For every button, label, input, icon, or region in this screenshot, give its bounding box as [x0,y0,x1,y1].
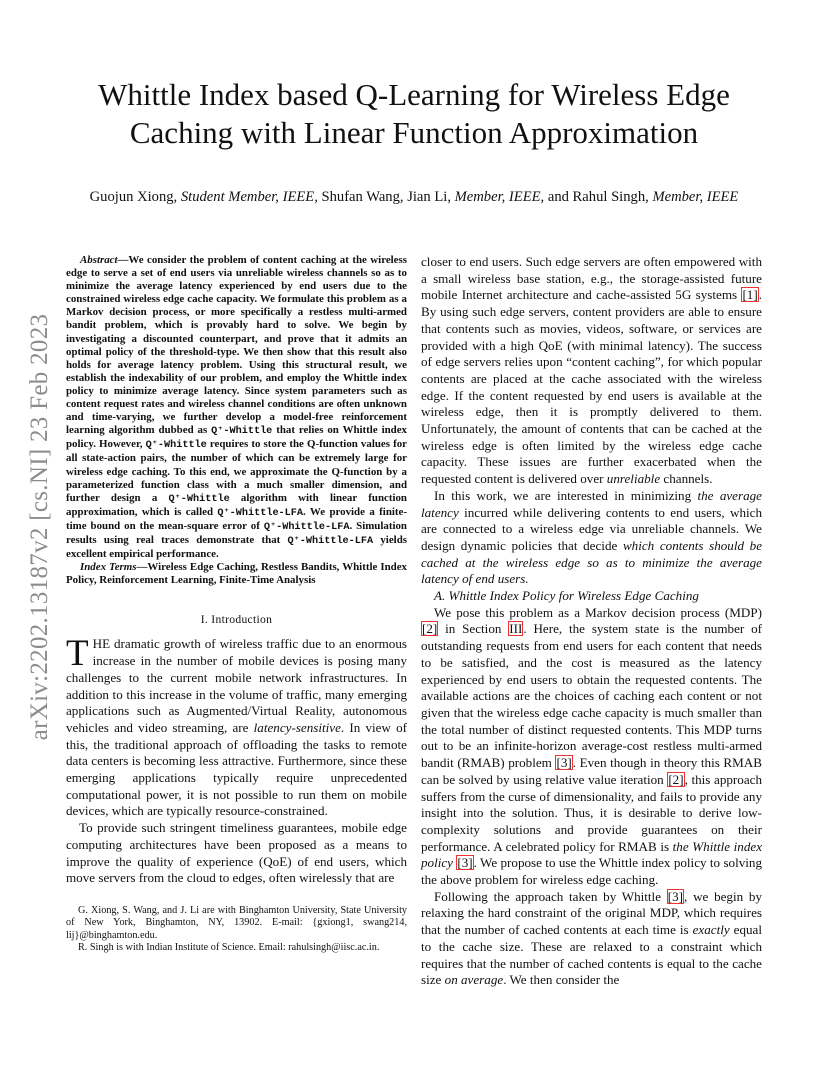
citation-link[interactable]: [3] [457,855,473,871]
abstract: Abstract—We consider the problem of content caching at the wireless edge to serve a set of end users via unreliable wireless channels so as to minimize the average latency experienced by end users due to the constrained wireless edge cache capacity. We formulate this problem as a Markov decision process, or more specifically a restless multi-armed bandit problem, which is provably hard to solve. We begin by investigating a discounted counterpart, and prove that it admits an optimal policy of the threshold-type. We then show that this result also holds for average latency problem. Using this structural result, we establish the indexability of our problem, and employ the Whittle index policy to minimize average latency. Since system parameters such as content request rates and wireless channel conditions are often unknown and time-varying, we further develop a model-free reinforcement learning algorithm dubbed as Q⁺-Whittle that relies on Whittle index policy. However, Q⁺-Whittle requires to store the Q-function values for all state-action pairs, the number of which can be extremely large for wireless edge caching. To this end, we approximate the Q-function by a parameterized function class with a much smaller dimension, and further design a Q⁺-Whittle algorithm with linear function approximation, which is called Q⁺-Whittle-LFA. We provide a finite-time bound on the mean-square error of Q⁺-Whittle-LFA. Simulation results using real traces demonstrate that Q⁺-Whittle-LFA yields excellent empirical performance. [66,254,407,561]
code-q-whittle-lfa: Q⁺-Whittle-LFA [217,507,304,519]
intro-paragraph-1: THE dramatic growth of wireless traffic due to an enormous increase in the number of mobile devices is posing many challenges to the current mobile network infrastructures. In addition to this increase in the volume of traffic, many emerging applications such as Augmented/Virtual Reality, autonomous vehicles and video streaming, are latency-sensitive. In view of this, the traditional approach of offloading the tasks to remote data centers is becoming less attractive. Furthermore, since these emerging applications typically require unprecedented computational power, it is not possible to run them on mobile devices, which are typically resource-constrained. [66,633,407,819]
citation-link[interactable]: [3] [556,755,572,771]
author-2-3: Shufan Wang, Jian Li, [317,189,455,205]
author-1: Guojun Xiong, [89,189,181,205]
footnote-affiliation-2: R. Singh is with Indian Institute of Science. Email: rahulsingh@iisc.ac.in. [78,941,380,953]
author-4-role: Member, IEEE [652,189,739,205]
code-q-whittle-lfa: Q⁺-Whittle-LFA [287,535,374,547]
code-q-whittle: Q⁺-Whittle [168,493,230,505]
abstract-label: Abstract [80,254,118,266]
right-column [421,254,762,989]
author-list [40,189,788,206]
citation-link[interactable]: [2] [668,771,684,787]
title-line-1: Whittle Index based Q-Learning for Wireless Edge [98,77,730,112]
paper-title [60,76,768,152]
author-2-3-role: Member, IEEE, [454,189,545,205]
index-terms: Index Terms—Wireless Edge Caching, Restless Bandits, Whittle Index Policy, Reinforcement Learning, Finite-Time Analysis [66,561,407,587]
author-4: and Rahul Singh, [544,189,653,205]
body-paragraph-2: In this work, we are interested in minimizing the average latency incurred while delivering contents to end users, which are connected to a wireless edge via unreliable channels. We design dynamic policies that decide which contents should be cached at the wireless edge so as to minimize the average latency of end users. [421,487,763,587]
code-q-whittle: Q⁺-Whittle [211,426,273,438]
index-terms-label: Index Terms [80,561,137,574]
citation-link[interactable]: [3] [667,888,684,904]
left-column [66,254,407,954]
drop-cap: T [66,633,89,675]
body-paragraph-1: closer to end users. Such edge servers are often empowered with a small wireless base station, e.g., the storage-assisted future mobile Internet architecture and cache-assisted 5G systems [1]. By using such edge servers, content providers are able to ensure that contents such as movies, videos, software, or services are provided with a high QoE (with minimal latency). The success of edge servers relies upon “content caching”, for which popular contents are placed at the cache associated with the wireless edge. If the content requested by end users is available at the wireless edge, then it is promptly delivered to them. Unfortunately, the amount of contents that can be cached at the wireless edge is often limited by the wireless edge cache capacity. These issues are further exacerbated when the requested content is delivered over unreliable channels. [421,254,762,487]
arxiv-sidebar [20,292,60,762]
body-paragraph-3: We pose this problem as a Markov decision process (MDP) [2] in Section III. Here, the system state is the number of outstanding requests from end users for each content that needs to be satisfied, and the cost is measured as the latency experienced by end users to obtain the requested contents. The available actions are the choices of caching each content or not given that the wireless edge cache capacity is much smaller than the total number of distinct requested contents. This MDP turns out to be an infinite-horizon average-cost restless multi-armed bandit (RMAB) problem [3]. Even though in theory this RMAB can be solved by using relative value iteration [2], this approach suffers from the curse of dimensionality, and fails to provide any insight into the solution. Thus, it is desirable to derive low-complexity solutions and provide guarantees on their performance. A celebrated policy for RMAB is the Whittle index policy [3]. We propose to use the Whittle index policy to solving the above problem for wireless edge caching. [421,604,763,888]
section-heading-introduction: I. Introduction [200,613,273,627]
body-paragraph-4: Following the approach taken by Whittle [3], we begin by relaxing the hard constraint of the original MDP, which requires that the number of cached contents at each time is exactly equal to the cache size. These are relaxed to a constraint which requires that the number of cached contents is equal to the cache size on average. We then consider the [421,888,762,988]
author-1-role: Student Member, IEEE, [180,189,318,205]
code-q-whittle: Q⁺-Whittle [145,440,207,452]
subsection-heading: A. Whittle Index Policy for Wireless Edge Caching [434,588,699,604]
code-q-whittle-lfa: Q⁺-Whittle-LFA [263,521,350,533]
intro-paragraph-2: To provide such stringent timeliness guarantees, mobile edge computing architectures have been proposed as a means to improve the quality of experience (QoE) of end users, which move servers from the cloud to edges, often wirelessly that are [66,820,407,886]
citation-link[interactable]: [2] [422,621,438,637]
introduction-body [66,633,407,887]
arxiv-identifier: arXiv:2202.13187v2 [cs.NI] 23 Feb 2023 [26,313,53,741]
footnotes [66,905,407,954]
citation-link[interactable]: [1] [742,287,758,303]
title-line-2: Caching with Linear Function Approximation [129,115,699,150]
footnote-affiliation-1: G. Xiong, S. Wang, and J. Li are with Binghamton University, State University of New York, Binghamton, NY, 13902. E-mail: {gxiong1, swang214, lij}@binghamton.edu. [66,904,407,941]
section-link[interactable]: III [509,621,523,637]
